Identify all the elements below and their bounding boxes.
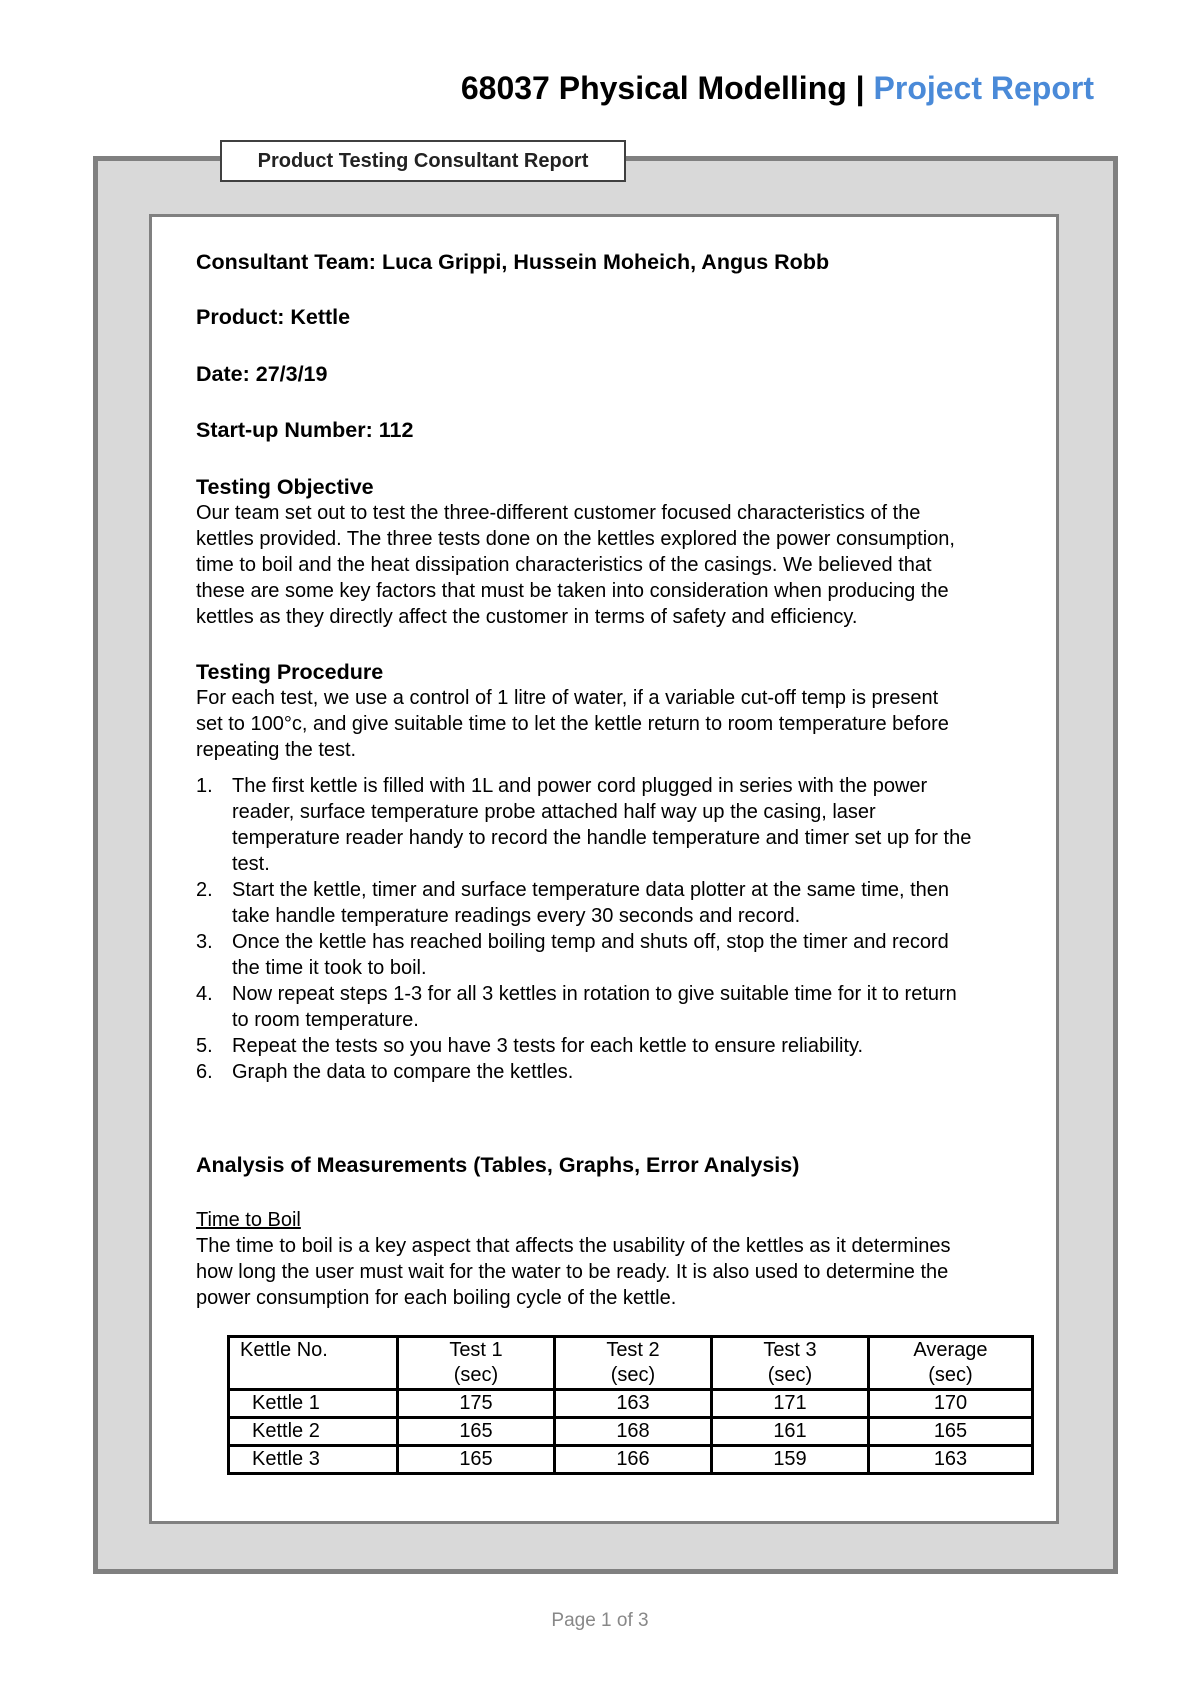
text-line: kettles as they directly affect the customer in terms of safety and efficiency. <box>196 606 858 628</box>
page-number: Page 1 of 3 <box>551 1610 649 1631</box>
step-number: 5. <box>196 1035 213 1057</box>
time-cell: 163 <box>555 1390 712 1418</box>
header-text: (sec) <box>767 1364 813 1386</box>
step-text-line: to room temperature. <box>232 1009 419 1031</box>
text-line: set to 100°c, and give suitable time to let the kettle return to room temperature before <box>196 713 949 735</box>
step-text-line: Graph the data to compare the kettles. <box>232 1061 574 1083</box>
testing-procedure-heading: Testing Procedure <box>196 660 384 684</box>
time-cell: 165 <box>869 1418 1033 1446</box>
product-field: Product: Kettle <box>196 305 351 329</box>
testing-objective-heading: Testing Objective <box>196 475 374 499</box>
step-text-line: take handle temperature readings every 30 seconds and record. <box>232 905 801 927</box>
column-header <box>712 1337 869 1390</box>
text-line: For each test, we use a control of 1 litre of water, if a variable cut-off temp is present <box>196 687 939 709</box>
time-cell: 171 <box>712 1390 869 1418</box>
step-text-line: Start the kettle, timer and surface temperature data plotter at the same time, then <box>232 879 950 901</box>
testing-objective-text <box>196 500 955 630</box>
step-text-line: temperature reader handy to record the handle temperature and timer set up for the <box>232 827 972 849</box>
table-header-row <box>229 1337 1033 1390</box>
step-number: 1. <box>196 775 213 797</box>
procedure-steps-list <box>196 773 971 1085</box>
text-line: The time to boil is a key aspect that affects the usability of the kettles as it determines <box>196 1235 951 1257</box>
header-text: (sec) <box>928 1364 973 1386</box>
step-number: 4. <box>196 983 213 1005</box>
column-header <box>555 1337 712 1390</box>
step-number: 6. <box>196 1061 213 1083</box>
text-line: repeating the test. <box>196 739 357 761</box>
table-row <box>229 1418 1033 1446</box>
text-line: how long the user must wait for the water to be ready. It is also used to determine the <box>196 1261 949 1283</box>
column-header <box>398 1337 555 1390</box>
step-text-line: the time it took to boil. <box>232 957 427 979</box>
time-cell: 165 <box>398 1418 555 1446</box>
procedure-step <box>196 773 971 877</box>
header-text: Test 1 <box>449 1339 503 1361</box>
column-header <box>869 1337 1033 1390</box>
step-text-line: Repeat the tests so you have 3 tests for each kettle to ensure reliability. <box>232 1035 864 1057</box>
startup-number-field: Start-up Number: 112 <box>196 418 414 442</box>
kettle-name-cell: Kettle 3 <box>229 1446 398 1474</box>
step-text-line: Once the kettle has reached boiling temp and shuts off, stop the timer and record <box>232 931 949 953</box>
date-field: Date: 27/3/19 <box>196 362 328 386</box>
time-cell: 163 <box>869 1446 1033 1474</box>
procedure-step <box>196 877 971 929</box>
step-text-line: The first kettle is filled with 1L and power cord plugged in series with the power <box>232 775 928 797</box>
analysis-heading: Analysis of Measurements (Tables, Graphs, Error Analysis) <box>196 1153 800 1177</box>
report-type: Project Report <box>873 70 1094 106</box>
text-line: time to boil and the heat dissipation characteristics of the casings. We believed that <box>196 554 932 576</box>
step-text-line: Now repeat steps 1-3 for all 3 kettles in rotation to give suitable time for it to return <box>232 983 957 1005</box>
consultant-team: Consultant Team: Luca Grippi, Hussein Moheich, Angus Robb <box>196 250 830 274</box>
table-row <box>229 1446 1033 1474</box>
header-text: Test 3 <box>763 1339 817 1361</box>
header-text: Kettle No. <box>240 1339 328 1361</box>
report-tab-label: Product Testing Consultant Report <box>220 140 626 182</box>
page-header-title <box>461 70 1094 107</box>
procedure-step <box>196 1059 971 1085</box>
table-row <box>229 1390 1033 1418</box>
header-text: (sec) <box>610 1364 656 1386</box>
header-text <box>240 1363 396 1388</box>
procedure-step <box>196 929 971 981</box>
step-number: 3. <box>196 931 213 953</box>
time-cell: 166 <box>555 1446 712 1474</box>
step-text-line: reader, surface temperature probe attached half way up the casing, laser <box>232 801 876 823</box>
testing-procedure-text <box>196 685 971 763</box>
step-number: 2. <box>196 879 213 901</box>
header-text: (sec) <box>453 1364 499 1386</box>
time-cell: 165 <box>398 1446 555 1474</box>
time-to-boil-text <box>196 1233 950 1311</box>
header-text: Average <box>913 1339 988 1361</box>
procedure-step <box>196 981 971 1033</box>
time-cell: 168 <box>555 1418 712 1446</box>
analysis-section <box>196 1152 950 1311</box>
kettle-name-cell: Kettle 2 <box>229 1418 398 1446</box>
time-cell: 170 <box>869 1390 1033 1418</box>
column-header <box>229 1337 398 1390</box>
step-text-line: test. <box>232 853 270 875</box>
time-cell: 161 <box>712 1418 869 1446</box>
course-title: 68037 Physical Modelling | <box>460 70 874 106</box>
time-cell: 175 <box>398 1390 555 1418</box>
kettle-name-cell: Kettle 1 <box>229 1390 398 1418</box>
text-line: kettles provided. The three tests done on the kettles explored the power consumption, <box>196 528 955 550</box>
text-line: power consumption for each boiling cycle of the kettle. <box>196 1287 677 1309</box>
testing-objective-section <box>196 474 955 630</box>
header-text: Test 2 <box>606 1339 660 1361</box>
procedure-step <box>196 1033 971 1059</box>
text-line: these are some key factors that must be taken into consideration when producing the <box>196 580 949 602</box>
testing-procedure-section <box>196 659 971 1085</box>
time-to-boil-subheading: Time to Boil <box>196 1209 301 1231</box>
text-line: Our team set out to test the three-different customer focused characteristics of the <box>196 502 921 524</box>
time-to-boil-table <box>227 1335 1034 1475</box>
time-cell: 159 <box>712 1446 869 1474</box>
